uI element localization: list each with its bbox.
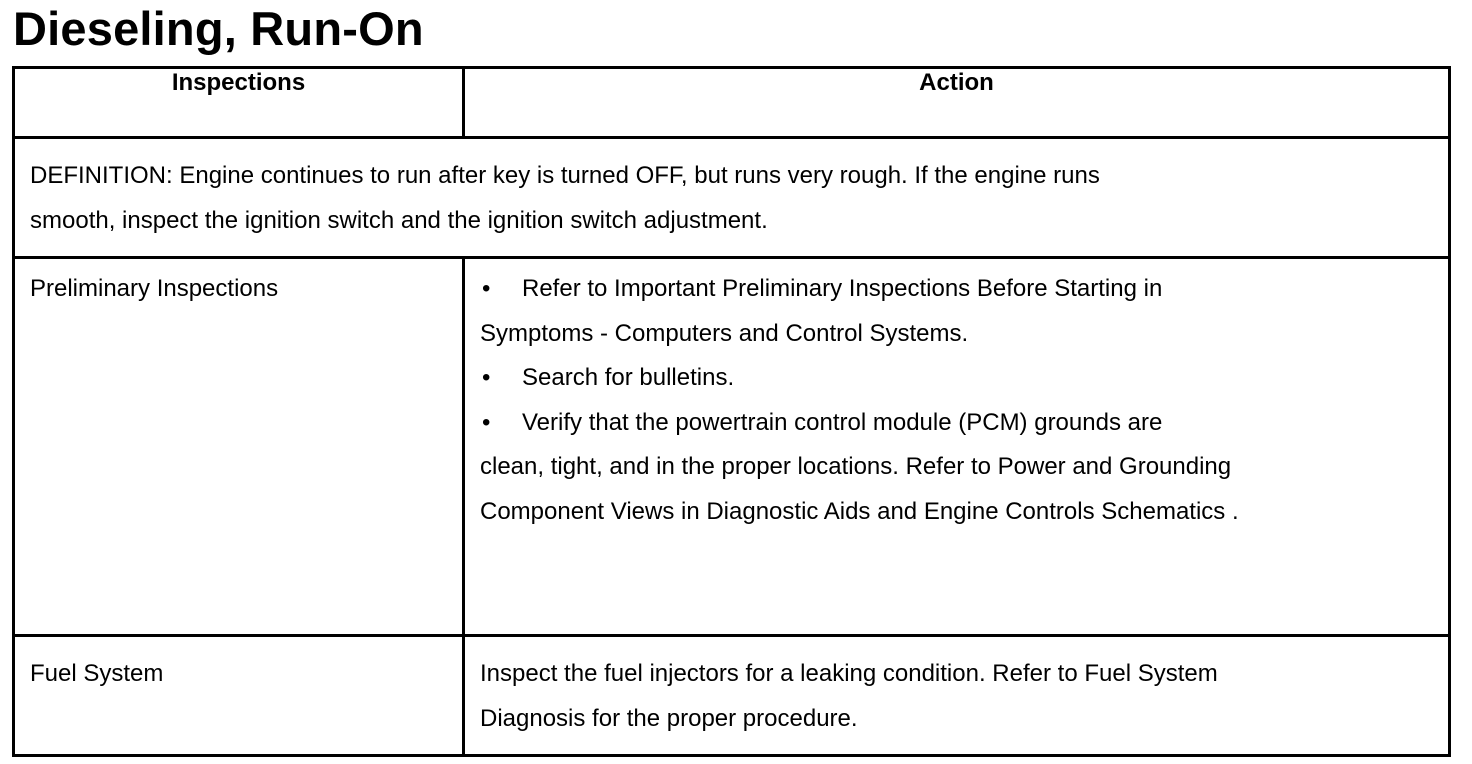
- bullet-icon: •: [482, 408, 491, 436]
- table-row: [14, 636, 1450, 756]
- bullet-item: [480, 356, 1434, 401]
- table-row: [14, 258, 1450, 636]
- bullet-text: Verify that the powertrain control module (PCM) grounds are: [522, 408, 1163, 436]
- inspection-cell: [14, 258, 464, 636]
- bullet-continuation: Symptoms - Computers and Control Systems.: [480, 319, 969, 347]
- definition-row: [14, 138, 1450, 258]
- bullet-icon: •: [482, 364, 491, 391]
- bullet-continuation: Component Views in Diagnostic Aids and Engine Controls Schematics .: [480, 497, 1239, 525]
- bullet-item: [480, 401, 1434, 446]
- inspection-label: Fuel System: [30, 660, 164, 687]
- diagnostic-table: [12, 66, 1451, 757]
- header-action: Action: [464, 68, 1450, 138]
- bullet-continuation: clean, tight, and in the proper locations. Refer to Power and Grounding: [480, 453, 1232, 480]
- bullet-text: Search for bulletins.: [522, 364, 735, 391]
- action-line: Diagnosis for the proper procedure.: [480, 704, 858, 732]
- definition-line: smooth, inspect the ignition switch and the ignition switch adjustment.: [30, 206, 768, 234]
- table-header-row: [14, 68, 1450, 138]
- action-line: Inspect the fuel injectors for a leaking condition. Refer to Fuel System: [480, 660, 1218, 687]
- page-title: Dieseling, Run-On: [13, 2, 424, 55]
- definition-cell: [14, 138, 1450, 258]
- action-cell: [464, 636, 1450, 756]
- bullet-text: Refer to Important Preliminary Inspections Before Starting in: [522, 275, 1163, 302]
- inspection-label: Preliminary Inspections: [30, 275, 279, 302]
- header-inspections: Inspections: [14, 68, 464, 138]
- bullet-icon: •: [482, 275, 491, 302]
- definition-line: DEFINITION: Engine continues to run after key is turned OFF, but runs very rough. If the engine runs: [30, 162, 1100, 189]
- bullet-item: [480, 267, 1434, 312]
- action-cell: [464, 258, 1450, 636]
- inspection-cell: [14, 636, 464, 756]
